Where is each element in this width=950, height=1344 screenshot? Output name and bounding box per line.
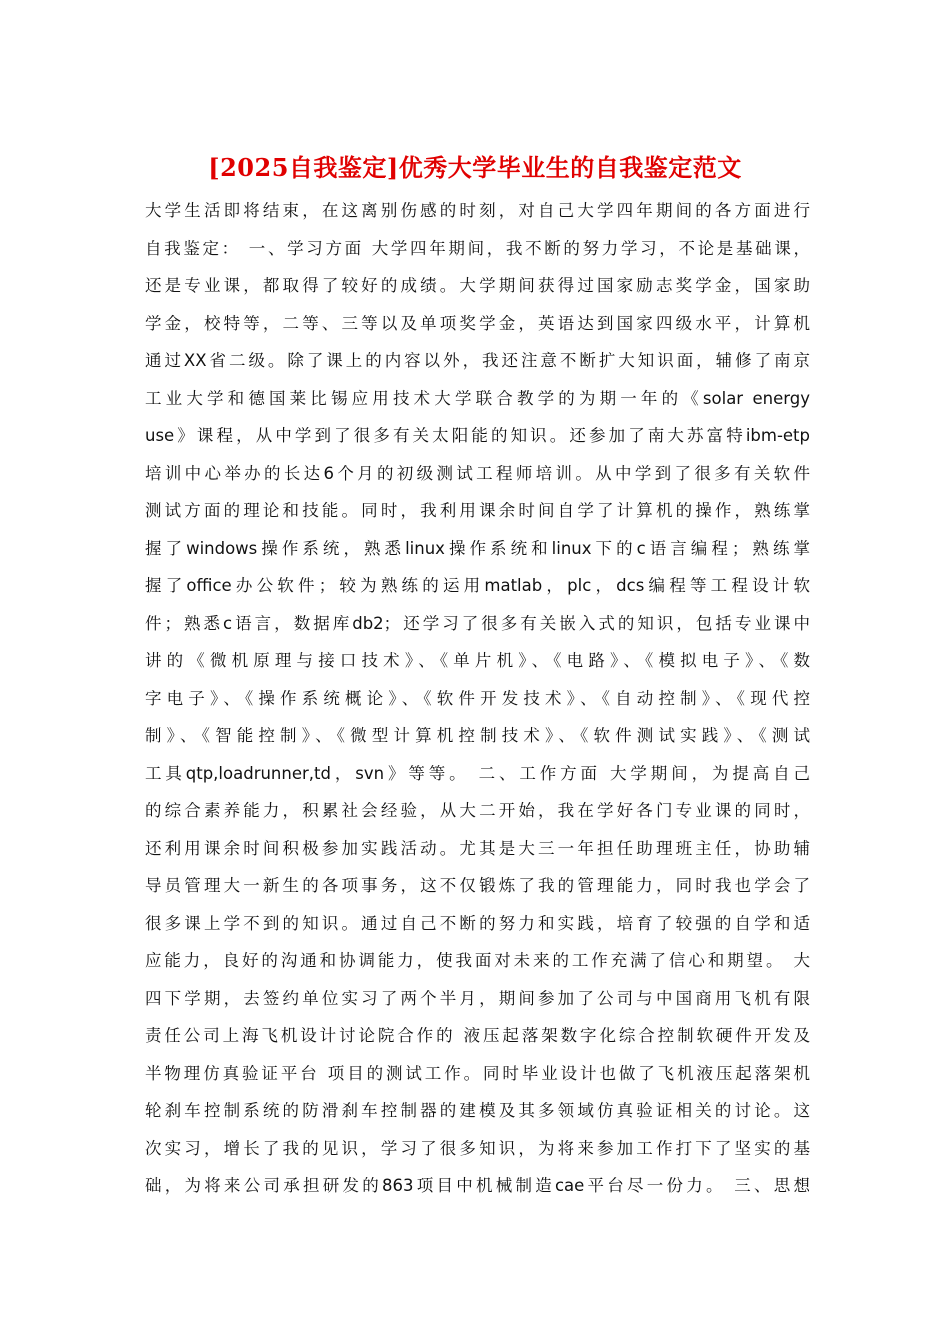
body-line: 培训中心举办的长达6个月的初级测试工程师培训。从中学到了很多有关软件 <box>145 463 810 483</box>
body-line: 大学生活即将结束，在这离别伤感的时刻，对自己大学四年期间的各方面进行 <box>145 201 810 220</box>
body-line: 测试方面的理论和技能。同时，我利用课余时间自学了计算机的操作，熟练掌 <box>145 501 810 520</box>
body-line: 导员管理大一新生的各项事务，这不仅锻炼了我的管理能力，同时我也学会了 <box>145 876 810 895</box>
body-line: 工业大学和德国莱比锡应用技术大学联合教学的为期一年的《solar energy <box>145 388 810 408</box>
body-line: 件；熟悉c语言，数据库db2；还学习了很多有关嵌入式的知识，包括专业课中 <box>145 613 810 633</box>
document-title: [2025自我鉴定]优秀大学毕业生的自我鉴定范文 <box>208 153 742 182</box>
body-line: 次实习，增长了我的见识，学习了很多知识，为将来参加工作打下了坚实的基 <box>145 1138 810 1158</box>
body-line: 应能力，良好的沟通和协调能力，使我面对未来的工作充满了信心和期望。 大 <box>145 951 810 970</box>
body-line: 字电子》、《操作系统概论》、《软件开发技术》、《自动控制》、《现代控 <box>145 688 810 708</box>
body-line: 自我鉴定： 一、学习方面 大学四年期间，我不断的努力学习，不论是基础课， <box>145 238 810 258</box>
body-line: 还是专业课，都取得了较好的成绩。大学期间获得过国家励志奖学金，国家助 <box>145 276 810 295</box>
body-line: 四下学期，去签约单位实习了两个半月，期间参加了公司与中国商用飞机有限 <box>145 988 810 1008</box>
document-body <box>145 192 810 1205</box>
body-line: 的综合素养能力，积累社会经验，从大二开始，我在学好各门专业课的同时， <box>145 801 810 820</box>
body-line: 学金，校特等，二等、三等以及单项奖学金，英语达到国家四级水平，计算机 <box>145 313 810 333</box>
body-line: 轮刹车控制系统的防滑刹车控制器的建模及其多领域仿真验证相关的讨论。这 <box>145 1101 810 1120</box>
body-line: 很多课上学不到的知识。通过自己不断的努力和实践，培育了较强的自学和适 <box>145 913 810 933</box>
body-line: 通过XX省二级。除了课上的内容以外，我还注意不断扩大知识面，辅修了南京 <box>145 351 810 370</box>
body-line: 握了office办公软件；较为熟练的运用matlab，plc，dcs编程等工程设计软 <box>145 576 810 595</box>
body-line: 握了windows操作系统，熟悉linux操作系统和linux下的c语言编程；熟练掌 <box>145 538 810 558</box>
body-line: 还利用课余时间积极参加实践活动。尤其是大三一年担任助理班主任，协助辅 <box>145 838 810 858</box>
body-line: 础，为将来公司承担研发的863项目中机械制造cae平台尽一份力。 三、思想 <box>145 1176 810 1195</box>
body-line: 讲的《微机原理与接口技术》、《单片机》、《电路》、《模拟电子》、《数 <box>145 651 810 670</box>
body-line: 半物理仿真验证平台 项目的测试工作。同时毕业设计也做了飞机液压起落架机 <box>145 1063 810 1083</box>
body-line: 责任公司上海飞机设计讨论院合作的 液压起落架数字化综合控制软硬件开发及 <box>145 1026 810 1045</box>
body-line: 工具qtp,loadrunner,td，svn》等等。 二、工作方面 大学期间，为提高自己 <box>145 763 810 783</box>
body-line: 制》、《智能控制》、《微型计算机控制技术》、《软件测试实践》、《测试 <box>145 726 810 745</box>
body-line: use》课程，从中学到了很多有关太阳能的知识。还参加了南大苏富特ibm-etp <box>145 426 810 445</box>
